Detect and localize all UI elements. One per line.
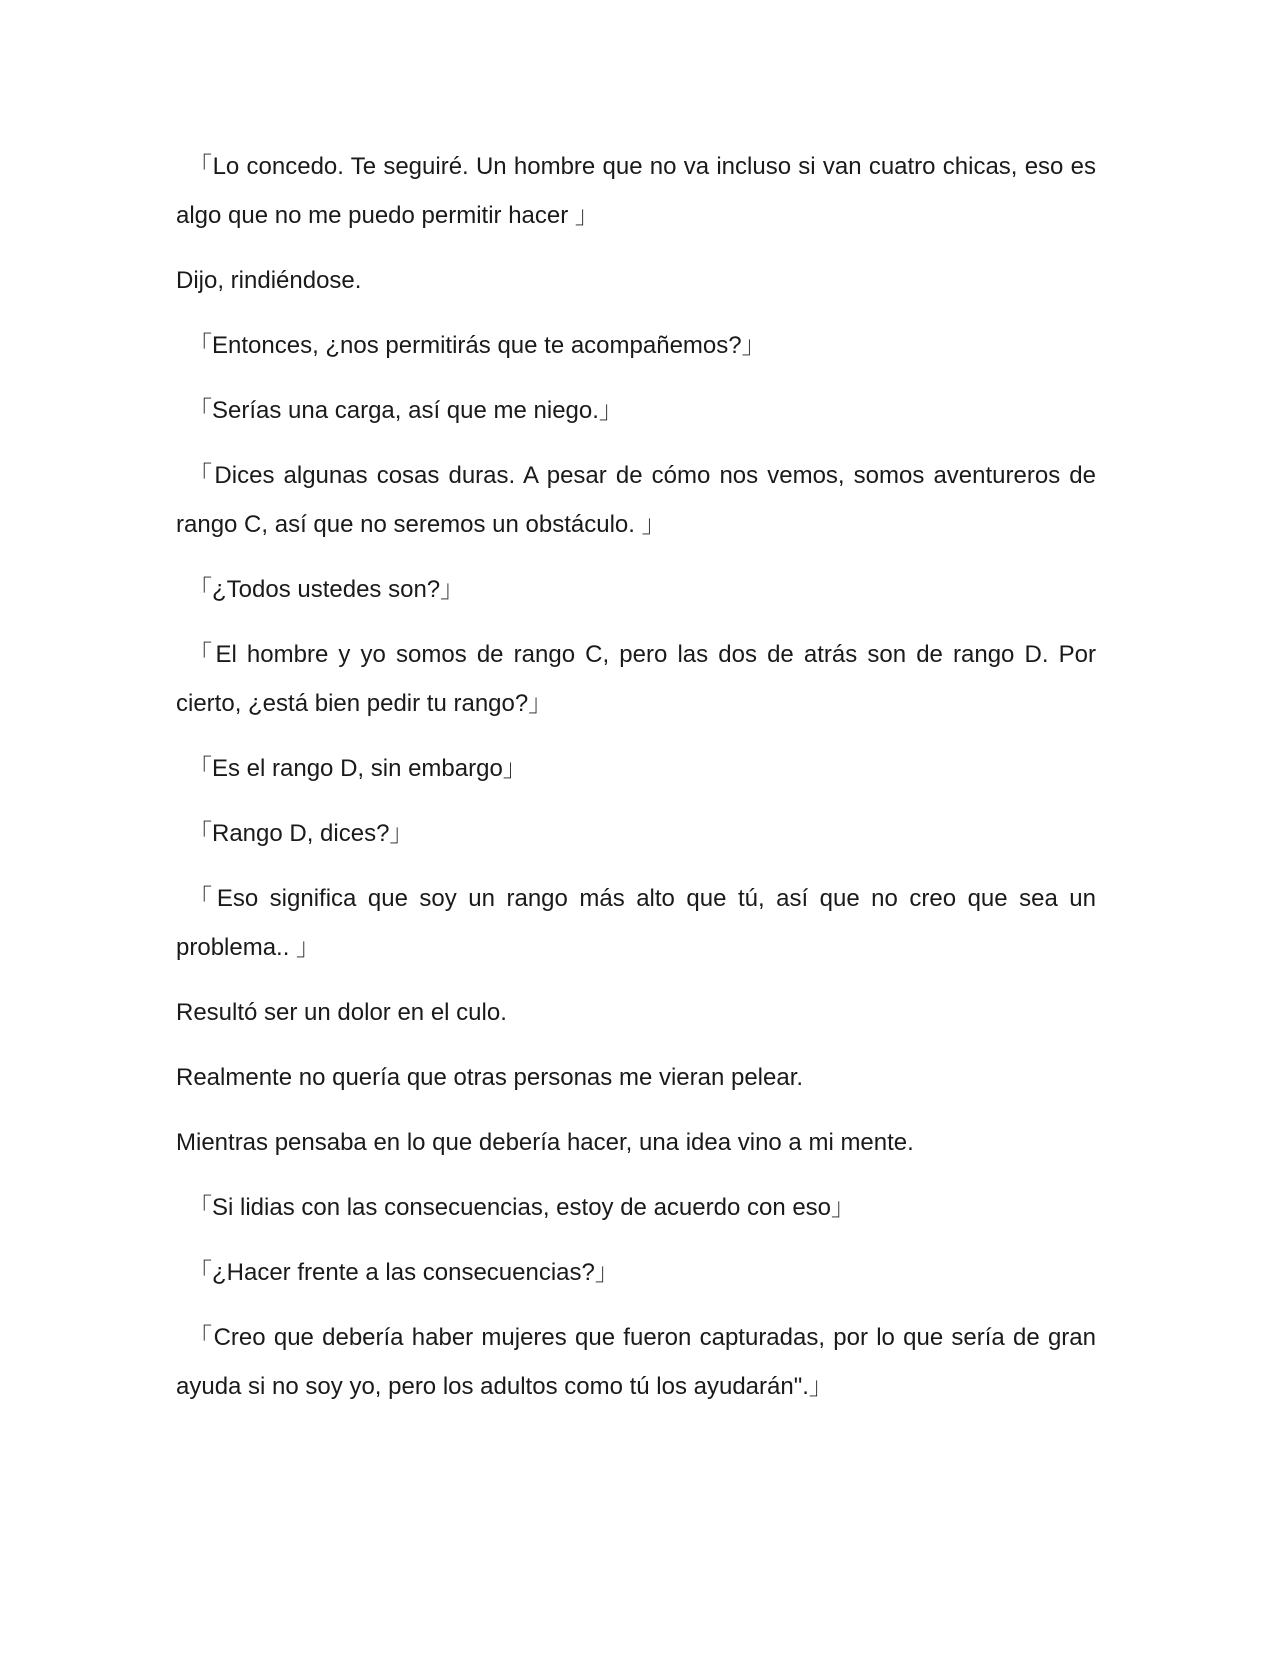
paragraph-10: 「Eso significa que soy un rango más alto que tú, así que no creo que sea un problema.. 」 <box>176 885 1096 961</box>
paragraph-11: Resultó ser un dolor en el culo. <box>176 999 507 1026</box>
paragraph-1: 「Lo concedo. Te seguiré. Un hombre que no va incluso si van cuatro chicas, eso es algo que no me puedo permitir hacer 」 <box>176 153 1096 229</box>
paragraph-7: 「El hombre y yo somos de rango C, pero las dos de atrás son de rango D. Por cierto, ¿está bien pedir tu rango?」 <box>176 641 1096 717</box>
paragraph-8: 「Es el rango D, sin embargo」 <box>188 755 527 782</box>
paragraph-15: 「¿Hacer frente a las consecuencias?」 <box>188 1259 619 1286</box>
paragraph-6: 「¿Todos ustedes son?」 <box>188 576 465 603</box>
paragraph-12: Realmente no quería que otras personas me vieran pelear. <box>176 1064 804 1091</box>
paragraph-3: 「Entonces, ¿nos permitirás que te acompañemos?」 <box>188 332 766 359</box>
paragraph-4: 「Serías una carga, así que me niego.」 <box>188 397 623 424</box>
paragraph-9: 「Rango D, dices?」 <box>188 820 414 847</box>
paragraph-14: 「Si lidias con las consecuencias, estoy de acuerdo con eso」 <box>188 1194 856 1221</box>
paragraph-13: Mientras pensaba en lo que debería hacer, una idea vino a mi mente. <box>176 1129 914 1156</box>
document-page <box>176 142 1096 1427</box>
paragraph-2: Dijo, rindiéndose. <box>176 267 362 294</box>
paragraph-16: 「Creo que debería haber mujeres que fueron capturadas, por lo que sería de gran ayuda si no soy yo, pero los adultos como tú los ayudarán".」 <box>176 1324 1096 1400</box>
paragraph-5: 「Dices algunas cosas duras. A pesar de cómo nos vemos, somos aventureros de rango C, así que no seremos un obstáculo. 」 <box>176 462 1096 538</box>
